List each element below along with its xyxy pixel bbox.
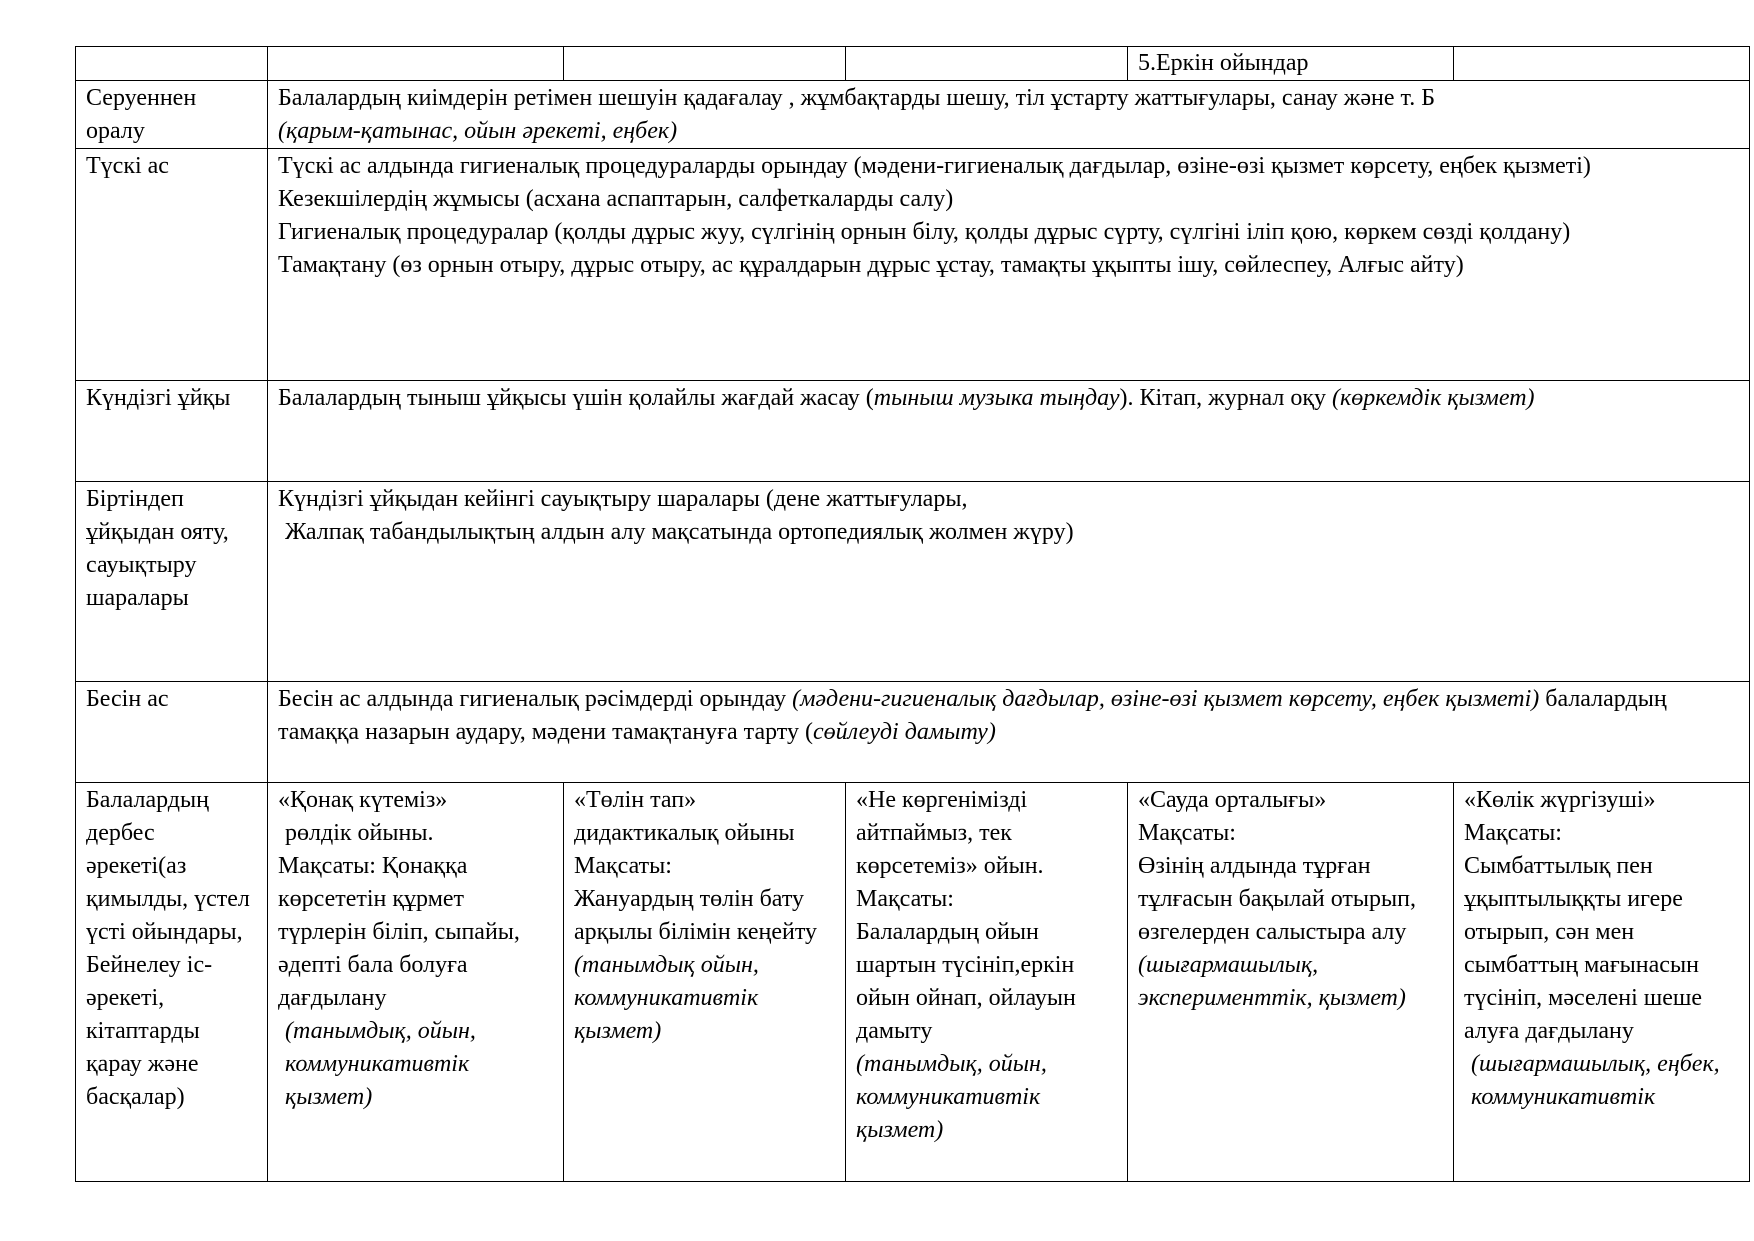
activity-title: «Көлік жүргізуші»	[1464, 787, 1656, 813]
activity-title: «Сауда орталығы»	[1138, 787, 1327, 813]
activity-cell	[564, 783, 846, 1182]
activity-body: Балалардың ойын шартын түсініп,еркін ойын ойнап, ойлауын дамыту	[856, 919, 1076, 1044]
activity-note: (шығармашылық, эксперименттік, қызмет)	[1138, 952, 1406, 1011]
activity-cell	[846, 783, 1128, 1182]
activity-title: «Қонақ күтеміз»	[278, 787, 448, 813]
activity-note: (шығармашылық, еңбек, коммуникативтік	[1471, 1051, 1720, 1110]
nap-text-a: Балалардың тыныш ұйқысы үшін қолайлы жағдай жасау (	[278, 385, 874, 411]
return-from-walk-label: Серуеннен оралу	[86, 85, 197, 144]
lunch-line: Тамақтану (өз орнын отыру, дұрыс отыру, ас құралдарын дұрыс ұстау, тамақты ұқыпты ішу, сөйлеспеу, Алғыс айту)	[278, 252, 1464, 278]
activity-body: Өзінің алдында тұрған тұлғасын бақылай отырып, өзгелерден салыстыра алу	[1138, 853, 1416, 945]
activity-subtitle: Мақсаты:	[1464, 820, 1562, 846]
snack-label: Бесін ас	[86, 686, 169, 712]
table-cell	[268, 482, 1750, 682]
activity-title: «Төлін тап» дидактикалық ойыны	[574, 787, 795, 846]
table-row	[76, 47, 1750, 81]
nap-text-b: ). Кітап, журнал оқу	[1119, 385, 1333, 411]
nap-label: Күндізгі ұйқы	[86, 385, 231, 411]
activity-title: «Не көргенімізді айтпаймыз, тек көрсетеміз» ойын.	[856, 787, 1044, 879]
activity-body: Мақсаты: Қонаққа көрсететін құрмет түрлерін біліп, сыпайы, әдепті бала болуға дағдылану	[278, 853, 520, 1011]
snack-italic-a: (мәдени-гигиеналық дағдылар, өзіне-өзі қызмет көрсету, еңбек қызметі)	[792, 686, 1540, 712]
return-note: (қарым-қатынас, ойын әрекеті, еңбек)	[278, 118, 678, 144]
table-row	[76, 682, 1750, 783]
table-cell	[846, 47, 1128, 81]
table-cell	[1454, 47, 1750, 81]
activity-cell	[268, 783, 564, 1182]
activity-subtitle: рөлдік ойыны.	[285, 820, 434, 846]
return-text: Балалардың киімдерін ретімен шешуін қадағалау , жұмбақтарды шешу, тіл ұстарту жаттығулары, санау және т. Б	[278, 85, 1435, 111]
table-cell	[268, 149, 1750, 381]
lunch-line: Түскі ас алдында гигиеналық процедураларды орындау (мәдени-гигиеналық дағдылар, өзіне-өзі қызмет көрсету, еңбек қызметі)	[278, 153, 1591, 179]
wake-line: Жалпақ табандылықтың алдын алу мақсатында ортопедиялық жолмен жүру)	[285, 519, 1074, 545]
wake-label: Біртіндеп ұйқыдан ояту, сауықтыру шаралары	[86, 486, 229, 611]
activity-subtitle: Мақсаты:	[856, 886, 954, 912]
row-label	[76, 149, 268, 381]
table-cell	[268, 47, 564, 81]
table-row	[76, 149, 1750, 381]
table-cell	[76, 47, 268, 81]
table-row	[76, 81, 1750, 149]
document-page	[75, 46, 1749, 1182]
lunch-label: Түскі ас	[86, 153, 169, 179]
row-label	[76, 682, 268, 783]
activity-body: Сымбаттылық пен ұқыптылыққты игере отырып, сән мен сымбаттың мағынасын түсініп, мәселені шеше алуға дағдылану	[1464, 853, 1703, 1044]
row-label	[76, 381, 268, 482]
activity-subtitle: Мақсаты:	[1138, 820, 1236, 846]
activity-note: (танымдық ойын, коммуникативтік қызмет)	[574, 952, 759, 1044]
snack-text-b: балалардың тамаққа назарын аудару, мәдени тамақтануға тарту (	[278, 686, 1667, 745]
activity-label: Балалардың дербес әрекеті(аз қимылды, үстел үсті ойындары, Бейнелеу іс-әрекеті, кітаптарды қарау және басқалар)	[86, 787, 250, 1110]
snack-text-a: Бесін ас алдында гигиеналық рәсімдерді орындау	[278, 686, 793, 712]
snack-italic-b: сөйлеуді дамыту)	[812, 719, 996, 745]
activity-cell	[1454, 783, 1750, 1182]
lunch-line: Кезекшілердің жұмысы (асхана аспаптарын, салфеткаларды салу)	[278, 186, 954, 212]
activity-cell	[1128, 783, 1454, 1182]
table-cell	[1128, 47, 1454, 81]
daily-schedule-table	[75, 46, 1750, 1182]
row-label	[76, 783, 268, 1182]
nap-italic-b: (көркемдік қызмет)	[1332, 385, 1535, 411]
table-cell	[268, 81, 1750, 149]
table-row	[76, 381, 1750, 482]
table-row	[76, 482, 1750, 682]
activity-note: (танымдық, ойын, коммуникативтік қызмет)	[285, 1018, 476, 1110]
free-games-label: 5.Еркін ойындар	[1138, 50, 1309, 76]
activity-note: (танымдық, ойын, коммуникативтік қызмет)	[856, 1051, 1047, 1143]
row-label	[76, 81, 268, 149]
activity-body: Жануардың төлін бату арқылы білімін кеңейту	[574, 886, 817, 945]
wake-line: Күндізгі ұйқыдан кейінгі сауықтыру шаралары (дене жаттығулары,	[278, 486, 968, 512]
table-cell	[268, 682, 1750, 783]
table-row	[76, 783, 1750, 1182]
lunch-line: Гигиеналық процедуралар (қолды дұрыс жуу, сүлгінің орнын білу, қолды дұрыс сүрту, сүлгіні іліп қою, көркем сөзді қолдану)	[278, 219, 1571, 245]
nap-italic-a: тыныш музыка тыңдау	[873, 385, 1120, 411]
activity-subtitle: Мақсаты:	[574, 853, 672, 879]
table-cell	[268, 381, 1750, 482]
row-label	[76, 482, 268, 682]
table-cell	[564, 47, 846, 81]
